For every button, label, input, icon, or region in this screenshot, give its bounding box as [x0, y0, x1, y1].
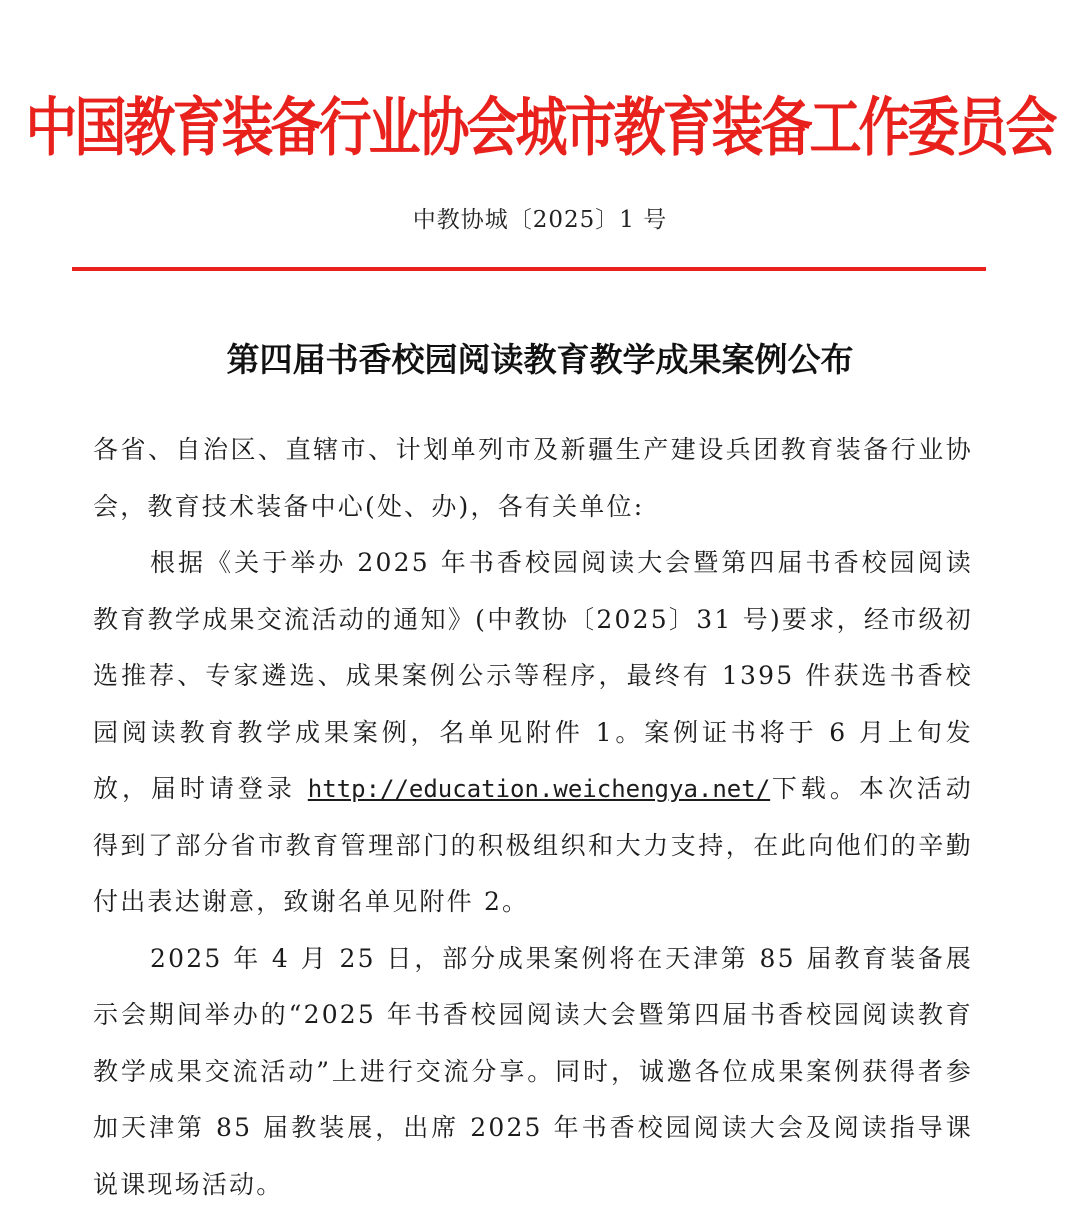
document-body [93, 422, 973, 1213]
paragraph-1-part-b: 下载。本次活动得到了部分省市教育管理部门的积极组织和大力支持，在此向他们的辛勤付出表达谢意，致谢名单见附件 2。 [93, 774, 973, 916]
paragraph-1-part-a: 根据《关于举办 2025 年书香校园阅读大会暨第四届书香校园阅读教育教学成果交流活动的通知》(中教协〔2025〕31 号)要求，经市级初选推荐、专家遴选、成果案例公示等程序，最终有 1395 件获选书香校园阅读教育教学成果案例，名单见附件 1。案例证书将于 6 月上旬发放，届时请登录 [93, 548, 973, 803]
document-number: 中教协城〔2025〕1 号 [412, 207, 668, 233]
red-divider-line [72, 267, 986, 271]
salutation: 各省、自治区、直辖市、计划单列市及新疆生产建设兵团教育装备行业协会，教育技术装备中心(处、办)，各有关单位: [93, 435, 973, 521]
document-title: 第四届书香校园阅读教育教学成果案例公布 [226, 340, 854, 379]
organization-header: 中国教育装备行业协会城市教育装备工作委员会 [25, 92, 1055, 166]
download-link[interactable]: http://education.weichengya.net/ [307, 775, 771, 803]
paragraph-2: 2025 年 4 月 25 日，部分成果案例将在天津第 85 届教育装备展示会期间举办的“2025 年书香校园阅读大会暨第四届书香校园阅读教育教学成果交流活动”上进行交流分享。同时，诚邀各位成果案例获得者参加天津第 85 届教装展，出席 2025 年书香校园阅读大会及阅读指导课说课现场活动。 [93, 943, 973, 1199]
paragraph-1 [93, 535, 973, 931]
